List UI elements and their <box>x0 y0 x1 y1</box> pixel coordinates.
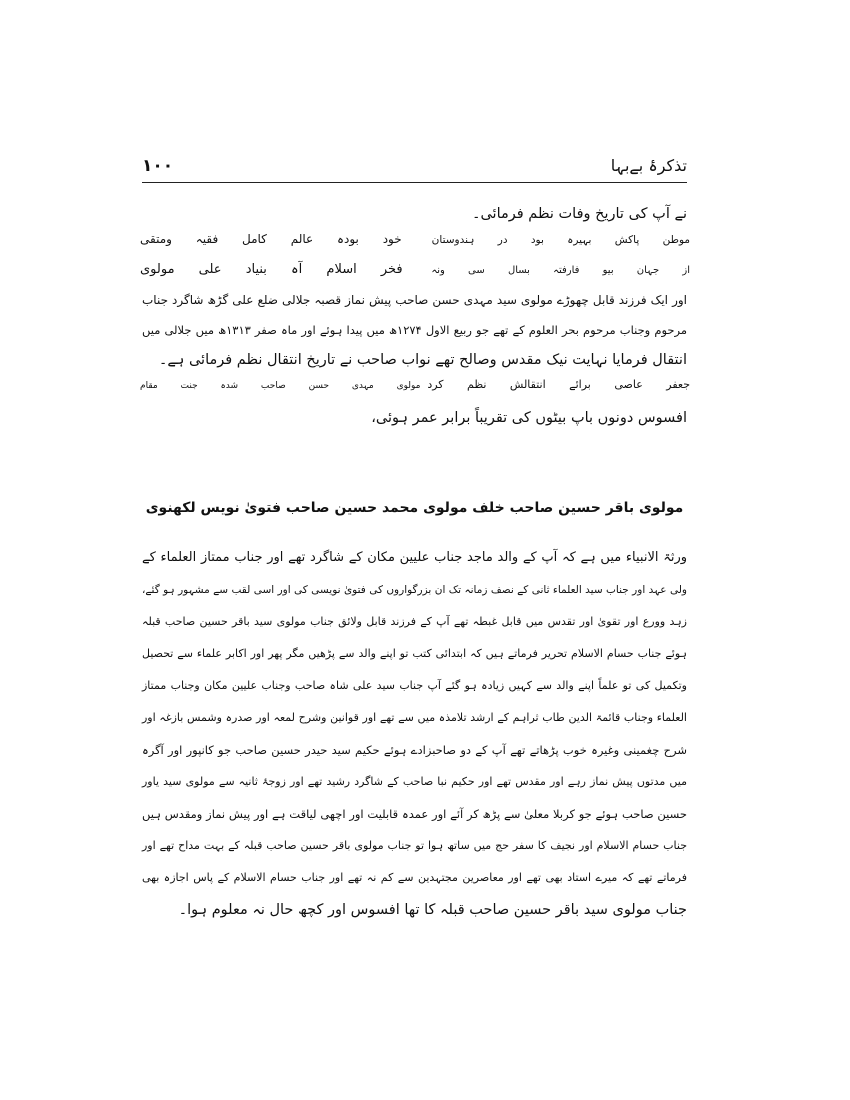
paragraph-2-line: زہد وورع اور تقویٰ اور تقدس میں قابل غبطہ تھے آپ کے فرزند قابل ولائق جناب مولوی سید باقر حسین صاحب قبلہ <box>142 615 687 628</box>
closing-line: افسوس دونوں باپ بیٹوں کی تقریباً برابر عمر ہوئی، <box>371 410 687 426</box>
verse-couplet-2 <box>140 262 690 288</box>
verse-hemistich-right: جعفر عاصی برائے انتقالش نظم کرد <box>427 378 690 391</box>
page-number: ۱۰۰ <box>142 156 174 176</box>
paragraph-2-line: العلماء وجناب قائمۃ الدین طاب ثراہم کے ارشد تلامذہ میں سے تھے اور قوانین وشرح لمعہ اور صدرہ وشمس بازغہ اور <box>142 711 687 724</box>
verse-couplet-1 <box>140 232 690 258</box>
paragraph-1-line: مرحوم وجناب مرحوم بحر العلوم کے تھے جو ربیع الاول ۱۲۷۴ھ میں پیدا ہوئے اور ماہ صفر ۱۳۱۳ھ میں جلالی میں <box>142 323 688 337</box>
intro-line: نے آپ کی تاریخ وفات نظم فرمائی۔ <box>471 206 687 222</box>
paragraph-2-line: وتکمیل کی تو علماً اپنے والد سے کہیں زیادہ ہو گئے آپ جناب سید علی شاہ صاحب وجناب علیین مکان وجناب ممتاز <box>142 679 687 692</box>
paragraph-1-line: اور ایک فرزند قابل چھوڑے مولوی سید مہدی حسن صاحب پیش نماز قصبہ جلالی ضلع علی گڑھ شاگرد جناب <box>142 293 687 307</box>
paragraph-1-line: انتقال فرمایا نہایت نیک مقدس وصالح تھے نواب صاحب نے تاریخ انتقال نظم فرمائی ہے۔ <box>158 352 687 368</box>
running-title: تذکرۂ بےبہا <box>610 156 687 175</box>
paragraph-2-line: جناب حسام الاسلام اور نجیف کا سفر حج میں ساتھ ہوا تو جناب مولوی باقر حسین صاحب قبلہ کے بہت مداح تھے اور <box>142 839 687 852</box>
verse-hemistich-right: از جہان بیو فارفتہ بسال سی ونہ <box>431 265 690 276</box>
verse-hemistich-right: موطن پاکش بہیرہ بود در ہندوستان <box>431 234 690 246</box>
section-heading: مولوی باقر حسین صاحب خلف مولوی محمد حسین صاحب فتویٰ نویس لکھنوی <box>145 500 684 516</box>
paragraph-2-line: حسین صاحب ہوئے جو کربلا معلیٰ سے پڑھ کر آئے اور عمدہ قابلیت اور اچھی لیاقت ہے اور پیش نماز ومقدس ہیں <box>142 807 687 821</box>
paragraph-2-line: میں مدتوں پیش نماز رہے اور مقدس تھے اور حکیم نبا صاحب کے شاگرد رشید تھے اور زوجۂ ثانیہ سے مولوی سید یاور <box>142 775 687 788</box>
verse-hemistich-left: خود بودہ عالم کامل فقیہ ومتقی <box>140 232 402 246</box>
paragraph-2-line: جناب مولوی سید باقر حسین صاحب قبلہ کا تھا افسوس اور کچھ حال نہ معلوم ہوا۔ <box>178 902 687 918</box>
paragraph-2-line: ہوئے جناب حسام الاسلام تحریر فرماتے ہیں کہ ابتدائی کتب تو اپنے والد سے پڑھیں مگر پھر اور اکابر علماء سے تحصیل <box>142 647 687 660</box>
verse-hemistich-left: فخر اسلام آہ بنیاد علی مولوی <box>140 262 403 277</box>
page-header <box>142 156 687 180</box>
paragraph-2-line: ورثۃ الانبیاء میں ہے کہ آپ کے والد ماجد جناب علیین مکان کے شاگرد تھے اور جناب ممتاز العلماء کے <box>142 550 687 565</box>
header-rule <box>142 182 687 183</box>
paragraph-2-line: ولی عہد اور جناب سید العلماء ثانی کے نصف زمانہ تک ان بزرگواروں کی فتویٰ نویسی کی اور اسی لقب سے مشہور ہو گئے، <box>142 584 687 596</box>
verse-couplet-3 <box>140 378 690 404</box>
paragraph-2-line: شرح چغمینی وغیرہ خوب پڑھاتے تھے آپ کے دو صاحبزادے ہوئے حکیم سید حیدر حسین صاحب جو کانپور اور آگرہ <box>142 743 687 757</box>
paragraph-2-line: فرماتے تھے کہ میرے استاد بھی تھے اور معاصرین مجتہدین سے کم نہ تھے اور جناب حسام الاسلام کے پاس اجازہ بھی <box>142 871 687 884</box>
verse-hemistich-left: مولوی مہدی حسن صاحب شدہ جنت مقام <box>140 381 421 391</box>
